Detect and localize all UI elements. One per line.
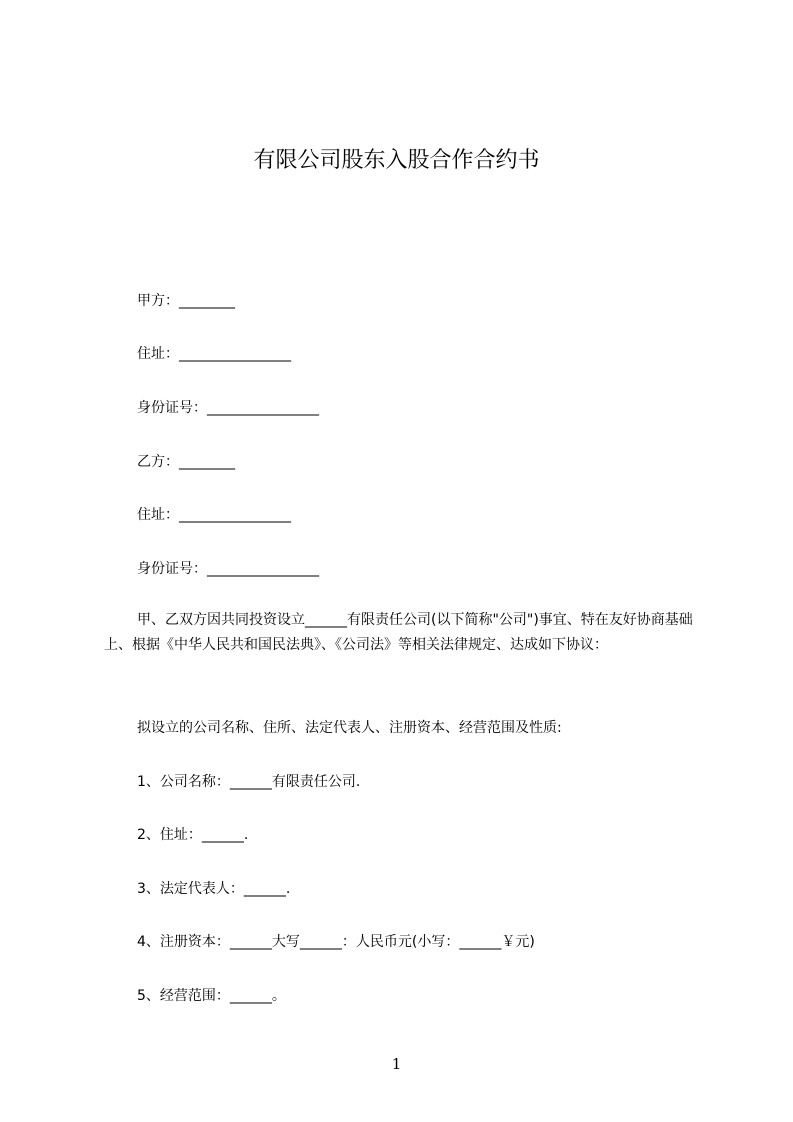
item-legal-representative: 3、法定代表人：______. — [137, 881, 291, 897]
section-heading: 拟设立的公司名称、住所、法定代表人、注册资本、经营范围及性质: — [137, 720, 562, 736]
party-b-address-line: 住址：________________ — [137, 507, 291, 523]
document-title: 有限公司股东入股合作合约书 — [253, 148, 540, 173]
party-b-id-line: 身份证号：________________ — [137, 561, 319, 577]
item-address: 2、住址：______. — [137, 827, 249, 843]
item-company-name: 1、公司名称：______有限责任公司. — [137, 774, 361, 790]
page-number: 1 — [391, 1055, 402, 1073]
intro-paragraph: 甲、乙双方因共同投资设立______有限责任公司(以下简称"公司")事宜、特在友好协商基础上、根据《中华人民共和国民法典》、《公司法》等相关法律规定、达成如下协议： — [104, 612, 693, 653]
party-a-address-line: 住址：________________ — [137, 346, 291, 362]
party-a-id-line: 身份证号：________________ — [137, 400, 319, 416]
item-registered-capital: 4、注册资本：______大写______：人民币元(小写：______￥元) — [137, 934, 535, 950]
party-b-line: 乙方：________ — [137, 454, 235, 470]
party-a-line: 甲方：________ — [137, 293, 235, 309]
item-business-scope: 5、经营范围：______。 — [137, 988, 286, 1004]
